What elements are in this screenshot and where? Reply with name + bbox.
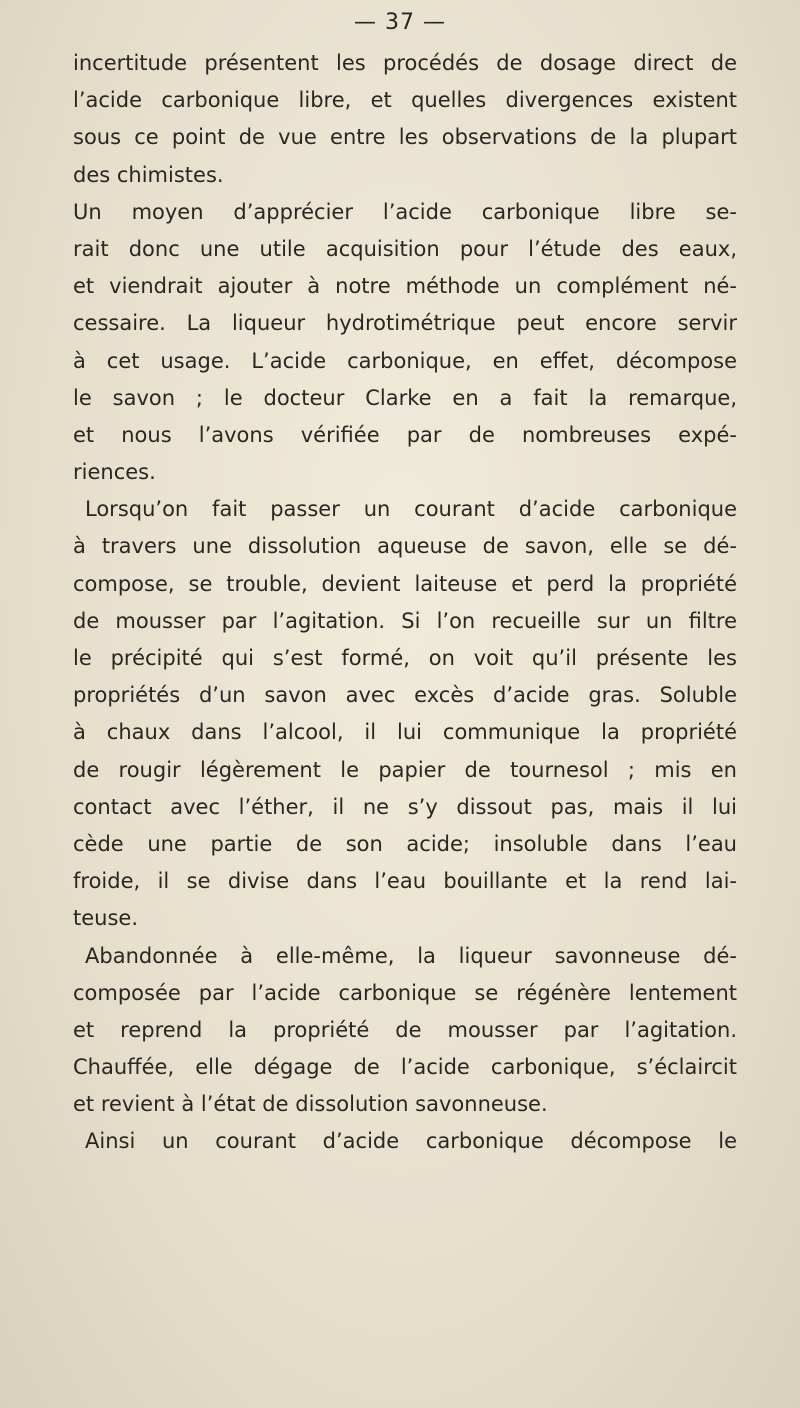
- text-line: Un moyen d’apprécier l’acide carbonique libre se-: [73, 199, 737, 224]
- text-line: Abandonnée à elle-même, la liqueur savonneuse dé-: [85, 943, 737, 968]
- text-line: et revient à l’état de dissolution savonneuse.: [73, 1092, 548, 1117]
- text-line: riences.: [73, 460, 156, 485]
- body-text: [73, 45, 737, 1161]
- text-line: propriétés d’un savon avec excès d’acide gras. Soluble: [73, 683, 737, 708]
- text-line: Lorsqu’on fait passer un courant d’acide carbonique: [85, 497, 737, 522]
- text-line: Chauffée, elle dégage de l’acide carbonique, s’éclaircit: [73, 1055, 737, 1080]
- text-line: sous ce point de vue entre les observations de la plupart: [73, 125, 737, 150]
- text-line: l’acide carbonique libre, et quelles divergences existent: [73, 88, 737, 113]
- text-line: rait donc une utile acquisition pour l’étude des eaux,: [73, 236, 737, 261]
- text-line: le précipité qui s’est formé, on voit qu’il présente les: [73, 646, 737, 670]
- text-line: compose, se trouble, devient laiteuse et perd la propriété: [73, 571, 737, 596]
- text-line: à chaux dans l’alcool, il lui communique la propriété: [73, 720, 737, 745]
- text-line: froide, il se divise dans l’eau bouillante et la rend lai-: [73, 869, 737, 894]
- text-line: et nous l’avons vérifiée par de nombreuses expé-: [73, 422, 737, 447]
- text-line: cessaire. La liqueur hydrotimétrique peut encore servir: [73, 311, 737, 336]
- page-number: — 37 —: [354, 10, 446, 35]
- text-line: des chimistes.: [73, 162, 224, 187]
- text-line: cède une partie de son acide; insoluble dans l’eau: [73, 831, 737, 856]
- text-line: contact avec l’éther, il ne s’y dissout pas, mais il lui: [73, 794, 737, 819]
- text-line: de rougir légèrement le papier de tournesol ; mis en: [73, 757, 737, 782]
- text-line: Ainsi un courant d’acide carbonique décompose le: [85, 1129, 737, 1154]
- text-line: à travers une dissolution aqueuse de savon, elle se dé-: [73, 534, 737, 559]
- text-line: le savon ; le docteur Clarke en a fait la remarque,: [73, 385, 737, 410]
- text-line: teuse.: [73, 906, 138, 931]
- text-line: composée par l’acide carbonique se régénère lentement: [73, 980, 737, 1005]
- text-line: à cet usage. L’acide carbonique, en effet, décompose: [73, 348, 737, 373]
- text-line: et viendrait ajouter à notre méthode un complément né-: [73, 274, 737, 299]
- text-line: et reprend la propriété de mousser par l’agitation.: [73, 1017, 737, 1042]
- text-line: de mousser par l’agitation. Si l’on recueille sur un filtre: [73, 608, 737, 633]
- text-line: incertitude présentent les procédés de dosage direct de: [73, 51, 737, 75]
